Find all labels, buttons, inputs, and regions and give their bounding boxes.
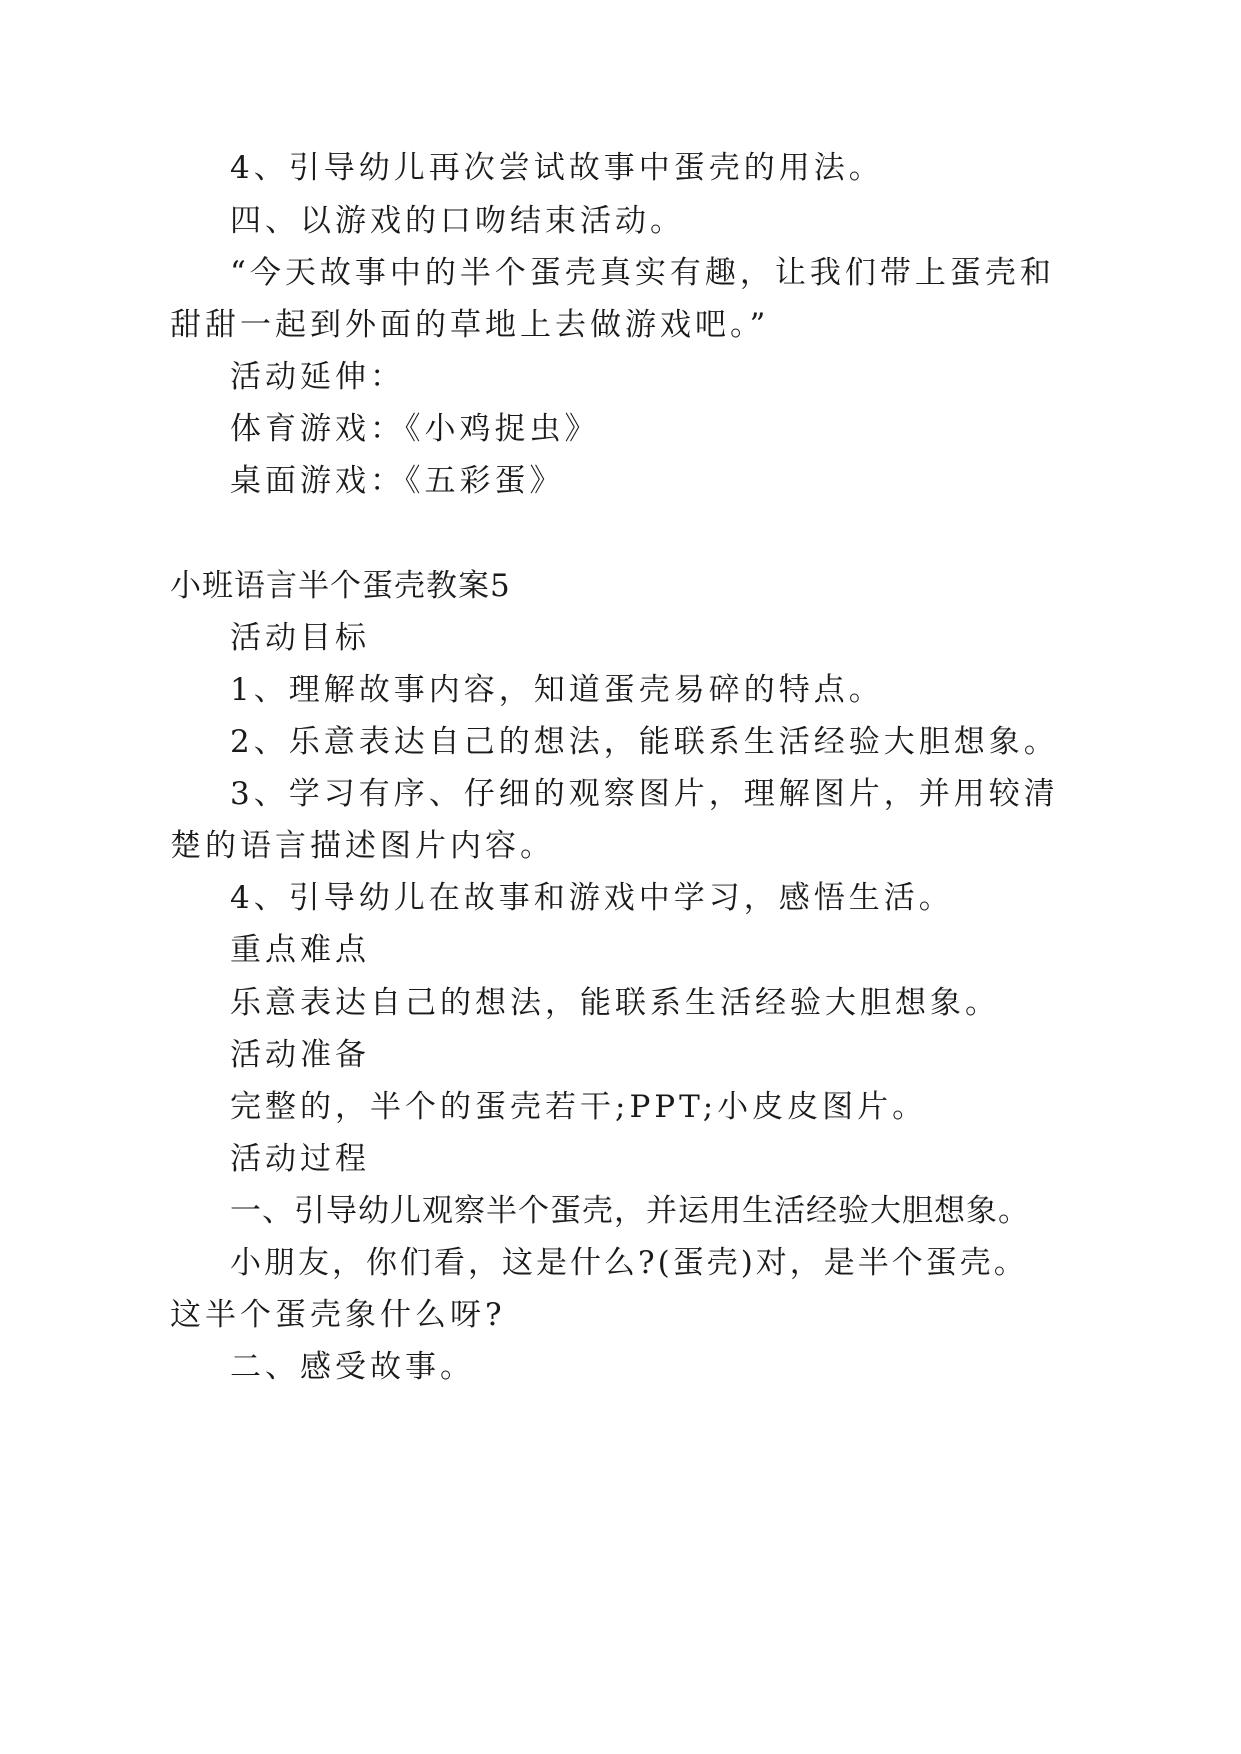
list-item: 2、乐意表达自己的想法，能联系生活经验大胆想象。	[230, 724, 1059, 760]
paragraph-line: 乐意表达自己的想法，能联系生活经验大胆想象。	[230, 985, 1000, 1021]
process-title: 活动过程	[230, 1141, 370, 1177]
paragraph-line: 完整的，半个的蛋壳若干;PPT;小皮皮图片。	[230, 1089, 928, 1125]
section-title: 小班语言半个蛋壳教案5	[170, 568, 511, 604]
paragraph-line: 甜甜一起到外面的草地上去做游戏吧。”	[170, 307, 770, 343]
paragraph-line: 楚的语言描述图片内容。	[170, 828, 555, 864]
paragraph-line: 这半个蛋壳象什么呀?	[170, 1297, 506, 1333]
goals-title: 活动目标	[230, 620, 370, 656]
extension-title: 活动延伸：	[230, 359, 405, 395]
list-item: 桌面游戏：《五彩蛋》	[230, 463, 565, 499]
list-item: 体育游戏：《小鸡捉虫》	[230, 411, 600, 447]
list-item: 4、引导幼儿再次尝试故事中蛋壳的用法。	[230, 150, 884, 186]
paragraph-line: 小朋友，你们看，这是什么?(蛋壳)对，是半个蛋壳。	[230, 1245, 1028, 1281]
list-item: 4、引导幼儿在故事和游戏中学习，感悟生活。	[230, 880, 954, 916]
key-title: 重点难点	[230, 932, 370, 968]
step-heading: 一、引导幼儿观察半个蛋壳，并运用生活经验大胆想象。	[230, 1193, 1030, 1229]
step-heading: 二、感受故事。	[230, 1349, 475, 1385]
paragraph-line: “今天故事中的半个蛋壳真实有趣，让我们带上蛋壳和	[230, 255, 1055, 291]
list-item: 1、理解故事内容，知道蛋壳易碎的特点。	[230, 672, 884, 708]
list-item: 3、学习有序、仔细的观察图片，理解图片，并用较清	[230, 776, 1059, 812]
prep-title: 活动准备	[230, 1037, 370, 1073]
step-heading: 四、以游戏的口吻结束活动。	[230, 203, 685, 239]
